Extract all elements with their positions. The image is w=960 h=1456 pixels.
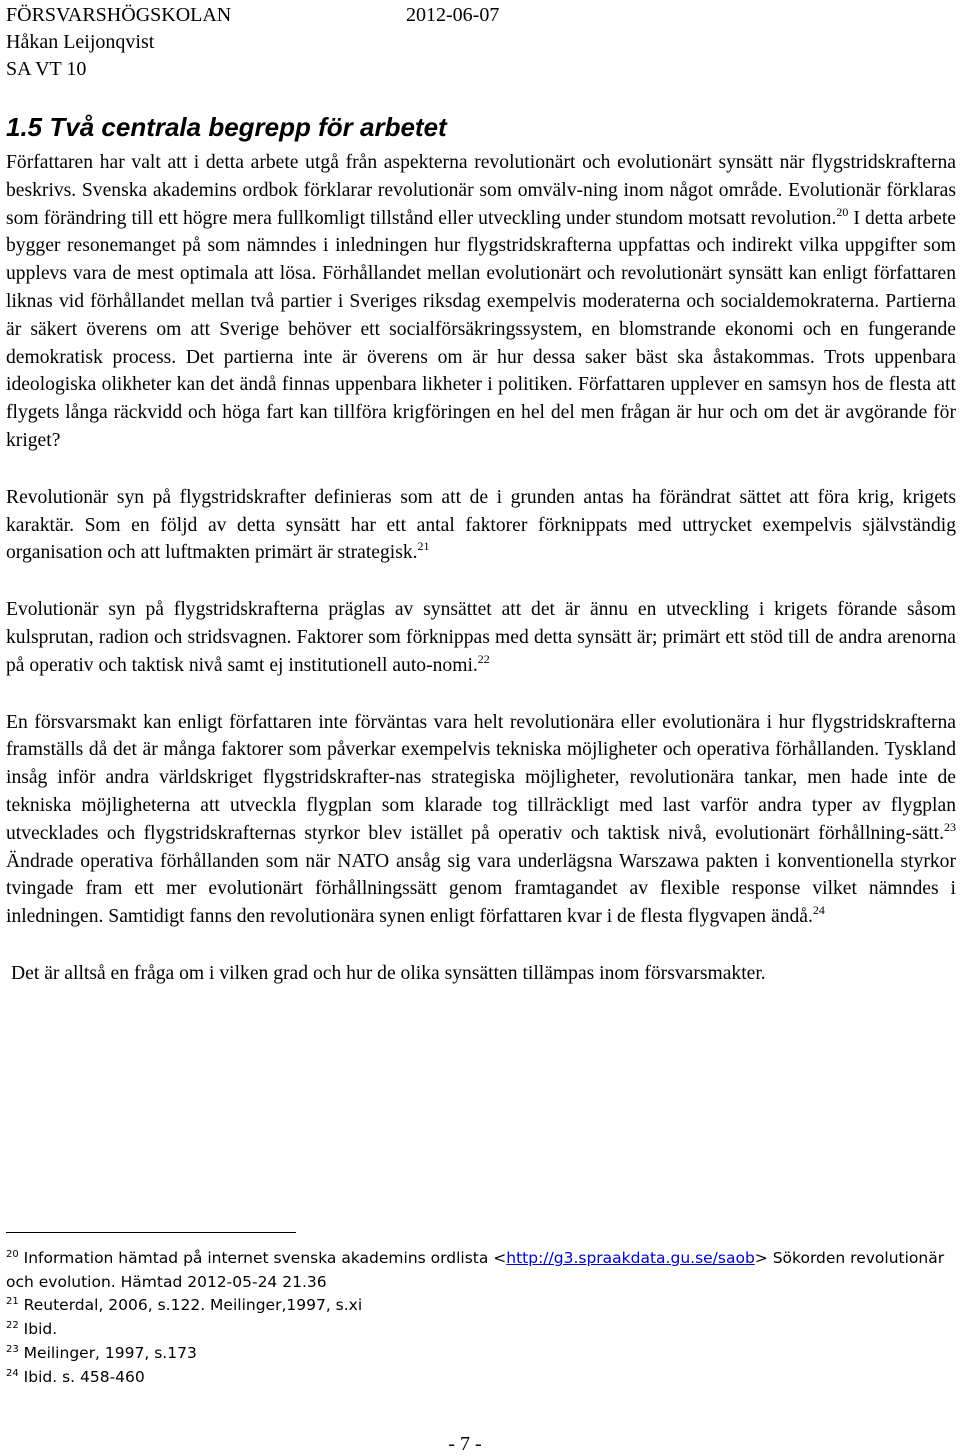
footnote-text: Meilinger, 1997, s.173 <box>18 1343 197 1362</box>
footnote <box>6 1366 956 1390</box>
footnote <box>6 1247 956 1294</box>
footnote <box>6 1342 956 1366</box>
header-date: 2012-06-07 <box>406 4 500 26</box>
paragraph-text: I detta arbete bygger resonemanget på som nämndes i inledningen hur flygstridskrafterna uppfattas och indirekt vilka uppgifter som upplevs vara de mest optimala att lösa. Förhållandet mellan evolutionärt och revolutionärt synsätt kan enligt författaren liknas vid förhållandet mellan två partier i Sveriges riksdag exempelvis moderaterna och socialdemokraterna. Partierna är säkert överens om att Sverige behöver ett socialförsäkringssystem, en blomstrande ekonomi och en fungerande demokratisk process. Det partierna inte är överens om är hur dessa saker bäst ska åstakommas. Trots uppenbara ideologiska olikheter kan det ändå finnas uppenbara likheter i politiken. Författaren upplever en samsyn hos de flesta att flygets långa räckvidd och höga fart kan tillföra krigföringen en hel del men frågan är hur och om det är avgörande för kriget? <box>6 207 957 451</box>
footnote-link[interactable]: http://g3.spraakdata.gu.se/saob <box>506 1249 755 1267</box>
footnote <box>6 1294 956 1318</box>
page-header <box>6 2 500 83</box>
footnote-text: Ibid. s. 458-460 <box>18 1367 145 1386</box>
footnote-number: 21 <box>6 1296 19 1308</box>
paragraph: Det är alltså en fråga om i vilken grad och hur de olika synsätten tillämpas inom försvarsmakter. <box>11 962 766 984</box>
header-author: Håkan Leijonqvist <box>6 31 155 53</box>
paragraph-text: Evolutionär syn på flygstridskrafterna präglas av synsättet att det är ännu en utveckling i krigets förande såsom kulsprutan, radion och stridsvagnen. Faktorer som förknippas med detta synsätt är; primärt ett stöd till de andra arenorna på operativ och taktisk nivå samt ej institutionell auto-nomi. <box>6 599 956 676</box>
footnote-ref[interactable]: 21 <box>417 539 430 554</box>
section-title: 1.5 Två centrala begrepp för arbetet <box>6 112 447 142</box>
paragraph-text: Författaren har valt att i detta arbete utgå från aspekterna revolutionärt och evolutionärt synsätt när flygstridskrafterna beskrivs. Svenska akademins ordbok förklarar revolutionär som omvälv-ning inom något område. Evolutionär förklaras som förändring till ett högre mera fullkomligt tillstånd eller utveckling under stundom motsatt revolution. <box>6 152 956 229</box>
footnote-ref[interactable]: 20 <box>836 204 849 219</box>
footnote-ref[interactable]: 22 <box>477 651 490 666</box>
paragraph-text: En försvarsmakt kan enligt författaren inte förväntas vara helt revolutionära eller evolutionära i hur flygstridskrafterna framställs då det är många faktorer som påverkar exempelvis tekniska möjligheter och operativa förhållanden. Tyskland insåg inför andra världskriget flygstridskrafter-nas strategiska möjligheter, revolutionära tankar, men hade inte de tekniska möjligheterna att utveckla flygplan som klarade tog tillräckligt med last varför andra typer av flygplan utvecklades och flygstridskrafternas styrkor blev istället på operativ och taktisk nivå, evolutionärt förhållning-sätt. <box>6 711 956 844</box>
footnote-text: Reuterdal, 2006, s.122. Meilinger,1997, s.xi <box>18 1296 363 1315</box>
footnote-number: 24 <box>6 1367 19 1379</box>
body-text <box>6 149 956 1017</box>
footnote-text: Ibid. <box>18 1320 58 1339</box>
header-school: FÖRSVARSHÖGSKOLAN <box>6 4 232 26</box>
footnote-ref[interactable]: 23 <box>944 819 956 834</box>
paragraph <box>6 709 956 931</box>
paragraph <box>6 484 956 567</box>
footnote-text: > Sökorden revolutionär och evolution. Hämtad 2012-05-24 21.36 <box>6 1249 945 1291</box>
paragraph-text: Revolutionär syn på flygstridskrafter definieras som att de i grunden antas ha förändrat sättet att föra krig, krigets karaktär. Som en följd av detta synsätt har ett antal faktorer förknippats med uttrycket exempelvis självständig organisation och att luftmakten primärt är strategisk. <box>6 486 956 564</box>
footnote <box>6 1318 956 1342</box>
footnote-text: Information hämtad på internet svenska akademins ordlista < <box>18 1249 507 1267</box>
footnote-number: 23 <box>6 1343 19 1355</box>
paragraph <box>6 596 956 679</box>
footnote-ref[interactable]: 24 <box>812 903 825 918</box>
paragraph-text: Ändrade operativa förhållanden som när NATO ansåg sig vara underlägsna Warszawa pakten i konventionella styrkor tvingade fram ett mer evolutionärt förhållningssätt genom framtagandet av flexible response vilket nämndes i inledningen. Samtidigt fanns den revolutionära synen enligt författaren kvar i de flesta flygvapen ändå. <box>6 850 956 928</box>
footnote-divider <box>6 1232 296 1233</box>
page-number: - 7 - <box>448 1433 482 1455</box>
header-course: SA VT 10 <box>6 58 87 80</box>
footnote-number: 20 <box>6 1249 19 1260</box>
footnotes <box>6 1247 956 1389</box>
footnote-number: 22 <box>6 1320 19 1332</box>
paragraph <box>6 149 956 455</box>
